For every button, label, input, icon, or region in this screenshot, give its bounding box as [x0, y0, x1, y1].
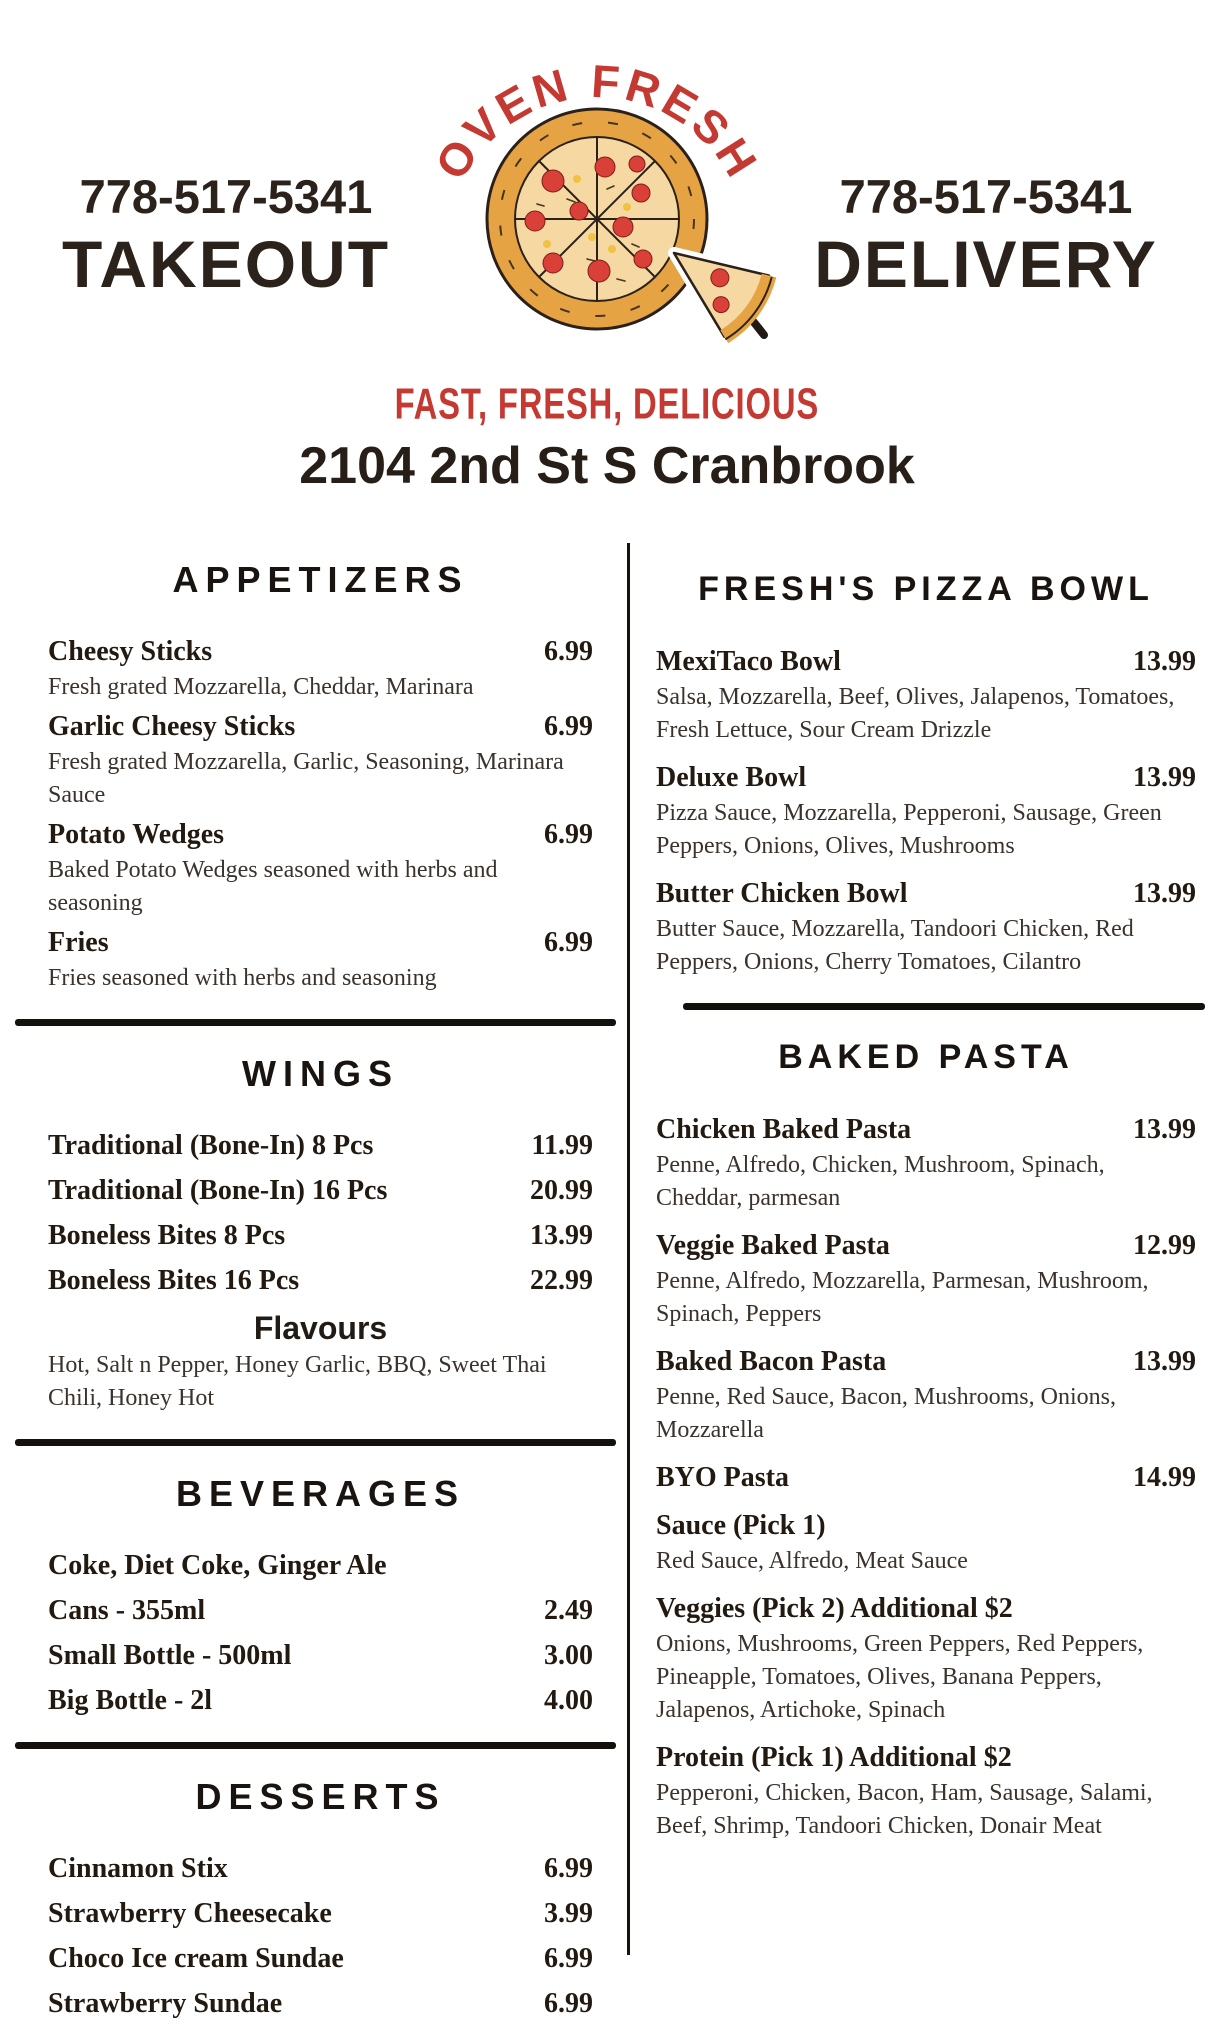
item-name: Traditional (Bone-In) 8 Pcs [48, 1130, 374, 1161]
item-price: 6.99 [544, 819, 593, 850]
section-title: WINGS [242, 1053, 399, 1094]
menu-section [656, 568, 1196, 979]
menu-section [48, 1472, 593, 1718]
item-description: Salsa, Mozzarella, Beef, Olives, Jalapenos, Tomatoes, Fresh Lettuce, Sour Cream Drizzle [656, 684, 1175, 743]
menu-item [48, 635, 593, 704]
item-name: MexiTaco Bowl [656, 646, 841, 677]
item-description: Pepperoni, Chicken, Bacon, Ham, Sausage, Salami, Beef, Shrimp, Tandoori Chicken, Donair Meat [656, 1780, 1153, 1839]
menu-item [656, 761, 1196, 863]
item-price: 13.99 [1133, 1346, 1196, 1377]
menu-item [48, 710, 593, 812]
menu-item-row [656, 1509, 1196, 1543]
menu-item [656, 1509, 1196, 1578]
item-price: 22.99 [530, 1265, 593, 1296]
item-name: Strawberry Sundae [48, 1988, 283, 2019]
menu-item [48, 1174, 593, 1208]
item-price: 13.99 [1133, 762, 1196, 793]
menu-item-row [656, 1592, 1196, 1626]
item-name: Veggie Baked Pasta [656, 1230, 890, 1261]
item-price: 13.99 [530, 1220, 593, 1251]
menu-item-row [48, 1594, 593, 1628]
item-name: Boneless Bites 16 Pcs [48, 1265, 300, 1296]
menu-item [656, 1345, 1196, 1447]
item-description: Fries seasoned with herbs and seasoning [48, 965, 437, 991]
menu-section [48, 1052, 593, 1415]
menu-item [48, 1264, 593, 1298]
item-price: 13.99 [1133, 646, 1196, 677]
item-price: 13.99 [1133, 1114, 1196, 1145]
menu-item [656, 1461, 1196, 1495]
menu-item [48, 1987, 593, 2021]
brand-arch-textpath: OVEN FRESH [424, 54, 770, 189]
item-price: 11.99 [531, 1130, 593, 1161]
section-divider [15, 1019, 616, 1026]
flavours-subheading: Flavours [253, 1310, 388, 1346]
oven-fresh-logo [412, 26, 792, 358]
menu-item [48, 818, 593, 920]
item-description: Baked Potato Wedges seasoned with herbs and seasoning [48, 857, 498, 916]
item-price: 2.49 [544, 1595, 593, 1626]
menu-item-row [48, 1897, 593, 1931]
item-price: 4.00 [544, 1685, 593, 1716]
menu-item [48, 1942, 593, 1976]
section-divider [15, 1439, 616, 1446]
menu-item [48, 1549, 593, 1583]
menu-item-row [656, 1345, 1196, 1379]
menu-item-row [48, 1942, 593, 1976]
menu-column-right [656, 568, 1196, 1857]
item-price: 13.99 [1133, 878, 1196, 909]
menu-item-row [48, 818, 593, 852]
item-price: 12.99 [1133, 1230, 1196, 1261]
item-name: Fries [48, 927, 109, 958]
item-name: Cheesy Sticks [48, 636, 213, 667]
item-name: Coke, Diet Coke, Ginger Ale [48, 1550, 387, 1581]
menu-item-row [48, 1549, 593, 1583]
item-name: Cans - 355ml [48, 1595, 206, 1626]
item-description: Fresh grated Mozzarella, Cheddar, Marinara [48, 674, 474, 700]
item-description: Penne, Alfredo, Chicken, Mushroom, Spinach, Cheddar, parmesan [656, 1152, 1105, 1211]
delivery-contact [780, 168, 1192, 302]
menu-item [48, 1852, 593, 1886]
takeout-phone-number: 778-517-5341 [79, 170, 373, 223]
menu-item [656, 1113, 1196, 1215]
item-description: Fresh grated Mozzarella, Garlic, Seasoning, Marinara Sauce [48, 749, 564, 808]
menu-item [48, 926, 593, 995]
menu-item [48, 1897, 593, 1931]
menu-item-row [656, 1741, 1196, 1775]
column-divider-line [627, 543, 630, 1955]
menu-item-row [656, 1113, 1196, 1147]
menu-item-row [656, 645, 1196, 679]
item-price: 6.99 [544, 1943, 593, 1974]
item-price: 6.99 [544, 1988, 593, 2019]
section-title: FRESH'S PIZZA BOWL [698, 570, 1154, 608]
tagline-text: FAST, FRESH, DELICIOUS [394, 379, 820, 429]
menu-item-row [48, 926, 593, 960]
item-name: Baked Bacon Pasta [656, 1346, 887, 1377]
address: 2104 2nd St S Cranbrook [299, 437, 915, 495]
item-name: Potato Wedges [48, 819, 225, 850]
item-name: Boneless Bites 8 Pcs [48, 1220, 286, 1251]
menu-item-row [656, 877, 1196, 911]
menu-item-row [48, 710, 593, 744]
menu-column-left [48, 558, 593, 2032]
menu-item [48, 1129, 593, 1163]
menu-item-row [48, 1264, 593, 1298]
flavours-list: Hot, Salt n Pepper, Honey Garlic, BBQ, Sweet Thai Chili, Honey Hot [48, 1352, 547, 1411]
item-name: Small Bottle - 500ml [48, 1640, 292, 1671]
menu-item [48, 1219, 593, 1253]
menu-item-row [48, 1639, 593, 1673]
item-name: Protein (Pick 1) Additional $2 [656, 1742, 1012, 1773]
delivery-label: DELIVERY [814, 227, 1158, 301]
item-name: BYO Pasta [656, 1462, 789, 1493]
takeout-contact [26, 168, 426, 302]
menu-section [48, 1775, 593, 2021]
menu-item-row [656, 761, 1196, 795]
menu-item [48, 1639, 593, 1673]
item-description: Red Sauce, Alfredo, Meat Sauce [656, 1548, 968, 1574]
menu-item [48, 1594, 593, 1628]
item-price: 3.00 [544, 1640, 593, 1671]
menu-item-row [656, 1461, 1196, 1495]
delivery-phone-number: 778-517-5341 [839, 170, 1133, 223]
menu-item-row [48, 1174, 593, 1208]
menu-item-row [48, 635, 593, 669]
menu-item-row [48, 1987, 593, 2021]
item-name: Traditional (Bone-In) 16 Pcs [48, 1175, 388, 1206]
item-name: Strawberry Cheesecake [48, 1898, 332, 1929]
item-name: Sauce (Pick 1) [656, 1510, 826, 1541]
menu-item [656, 1229, 1196, 1331]
menu-item [656, 877, 1196, 979]
menu-item-row [48, 1219, 593, 1253]
menu-section [48, 558, 593, 995]
section-title: DESSERTS [195, 1776, 446, 1817]
item-description: Butter Sauce, Mozzarella, Tandoori Chicken, Red Peppers, Onions, Cherry Tomatoes, Cilantro [656, 916, 1134, 975]
item-name: Veggies (Pick 2) Additional $2 [656, 1593, 1013, 1624]
item-description: Penne, Alfredo, Mozzarella, Parmesan, Mushroom, Spinach, Peppers [656, 1268, 1149, 1327]
item-name: Chicken Baked Pasta [656, 1114, 912, 1145]
menu-item [656, 1592, 1196, 1727]
section-title: BEVERAGES [175, 1473, 466, 1514]
item-description: Pizza Sauce, Mozzarella, Pepperoni, Sausage, Green Peppers, Onions, Olives, Mushrooms [656, 800, 1162, 859]
item-price: 6.99 [544, 1853, 593, 1884]
item-name: Garlic Cheesy Sticks [48, 711, 296, 742]
menu-item-row [656, 1229, 1196, 1263]
menu-item-row [48, 1852, 593, 1886]
item-name: Butter Chicken Bowl [656, 878, 908, 909]
item-name: Deluxe Bowl [656, 762, 807, 793]
item-description: Onions, Mushrooms, Green Peppers, Red Peppers, Pineapple, Tomatoes, Olives, Banana Peppers, Jalapenos, Artichoke, Spinach [656, 1631, 1144, 1723]
menu-item [656, 645, 1196, 747]
item-price: 6.99 [544, 711, 593, 742]
item-name: Cinnamon Stix [48, 1853, 228, 1884]
menu-item [48, 1684, 593, 1718]
section-title: APPETIZERS [172, 559, 469, 600]
item-name: Big Bottle - 2l [48, 1685, 213, 1716]
menu-item-row [48, 1684, 593, 1718]
pizza-logo-illustration [412, 26, 792, 358]
item-price: 3.99 [544, 1898, 593, 1929]
item-price: 14.99 [1133, 1462, 1196, 1493]
section-divider [15, 1742, 616, 1749]
section-title: BAKED PASTA [778, 1038, 1074, 1076]
menu-section [656, 1036, 1196, 1843]
pizza-icon [487, 109, 707, 329]
section-divider [683, 1003, 1205, 1010]
menu-item [656, 1741, 1196, 1843]
item-price: 6.99 [544, 636, 593, 667]
item-name: Choco Ice cream Sundae [48, 1943, 344, 1974]
item-description: Penne, Red Sauce, Bacon, Mushrooms, Onions, Mozzarella [656, 1384, 1116, 1443]
menu-item-row [48, 1129, 593, 1163]
takeout-label: TAKEOUT [61, 227, 391, 301]
item-price: 20.99 [530, 1175, 593, 1206]
tagline [0, 379, 1214, 429]
item-price: 6.99 [544, 927, 593, 958]
